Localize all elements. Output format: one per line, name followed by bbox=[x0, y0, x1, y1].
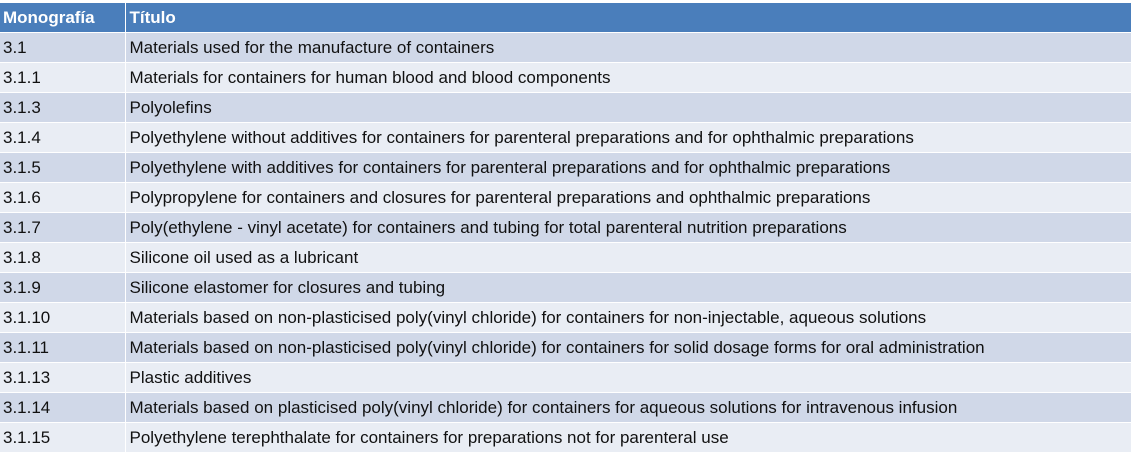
header-titulo: Título bbox=[125, 3, 1131, 33]
table-row bbox=[0, 303, 1131, 333]
monografia-cell: 3.1.7 bbox=[0, 213, 125, 243]
table-row bbox=[0, 183, 1131, 213]
table-body bbox=[0, 33, 1131, 452]
titulo-cell: Polyethylene with additives for containers for parenteral preparations and for ophthalmic preparations bbox=[125, 153, 1131, 183]
monografia-cell: 3.1.6 bbox=[0, 183, 125, 213]
header-monografia: Monografía bbox=[0, 3, 125, 33]
table-row bbox=[0, 123, 1131, 153]
table-row bbox=[0, 333, 1131, 363]
table-row bbox=[0, 153, 1131, 183]
titulo-cell: Silicone elastomer for closures and tubing bbox=[125, 273, 1131, 303]
titulo-cell: Polyethylene terephthalate for containers for preparations not for parenteral use bbox=[125, 423, 1131, 452]
titulo-cell: Silicone oil used as a lubricant bbox=[125, 243, 1131, 273]
table-row bbox=[0, 93, 1131, 123]
titulo-cell: Materials used for the manufacture of containers bbox=[125, 33, 1131, 63]
table-header-row bbox=[0, 3, 1131, 33]
titulo-cell: Polyethylene without additives for containers for parenteral preparations and for ophthalmic preparations bbox=[125, 123, 1131, 153]
table-row bbox=[0, 273, 1131, 303]
titulo-cell: Plastic additives bbox=[125, 363, 1131, 393]
table-row bbox=[0, 423, 1131, 452]
titulo-cell: Poly(ethylene - vinyl acetate) for containers and tubing for total parenteral nutrition preparations bbox=[125, 213, 1131, 243]
monografia-cell: 3.1.11 bbox=[0, 333, 125, 363]
table-row bbox=[0, 213, 1131, 243]
titulo-cell: Materials for containers for human blood and blood components bbox=[125, 63, 1131, 93]
titulo-cell: Materials based on non-plasticised poly(vinyl chloride) for containers for non-injectable, aqueous solutions bbox=[125, 303, 1131, 333]
titulo-cell: Materials based on non-plasticised poly(vinyl chloride) for containers for solid dosage forms for oral administration bbox=[125, 333, 1131, 363]
titulo-cell: Polyolefins bbox=[125, 93, 1131, 123]
monografia-cell: 3.1.8 bbox=[0, 243, 125, 273]
monografia-cell: 3.1.4 bbox=[0, 123, 125, 153]
monografia-cell: 3.1.14 bbox=[0, 393, 125, 423]
table-row bbox=[0, 393, 1131, 423]
titulo-cell: Materials based on plasticised poly(vinyl chloride) for containers for aqueous solutions for intravenous infusion bbox=[125, 393, 1131, 423]
table-row bbox=[0, 243, 1131, 273]
titulo-cell: Polypropylene for containers and closures for parenteral preparations and ophthalmic preparations bbox=[125, 183, 1131, 213]
monografia-cell: 3.1.1 bbox=[0, 63, 125, 93]
table-row bbox=[0, 363, 1131, 393]
monografia-cell: 3.1.10 bbox=[0, 303, 125, 333]
monografia-cell: 3.1.9 bbox=[0, 273, 125, 303]
monografia-cell: 3.1.5 bbox=[0, 153, 125, 183]
monographs-table bbox=[0, 3, 1131, 452]
table-row bbox=[0, 63, 1131, 93]
monografia-cell: 3.1.15 bbox=[0, 423, 125, 452]
monografia-cell: 3.1.3 bbox=[0, 93, 125, 123]
monografia-cell: 3.1 bbox=[0, 33, 125, 63]
table-row bbox=[0, 33, 1131, 63]
monografia-cell: 3.1.13 bbox=[0, 363, 125, 393]
